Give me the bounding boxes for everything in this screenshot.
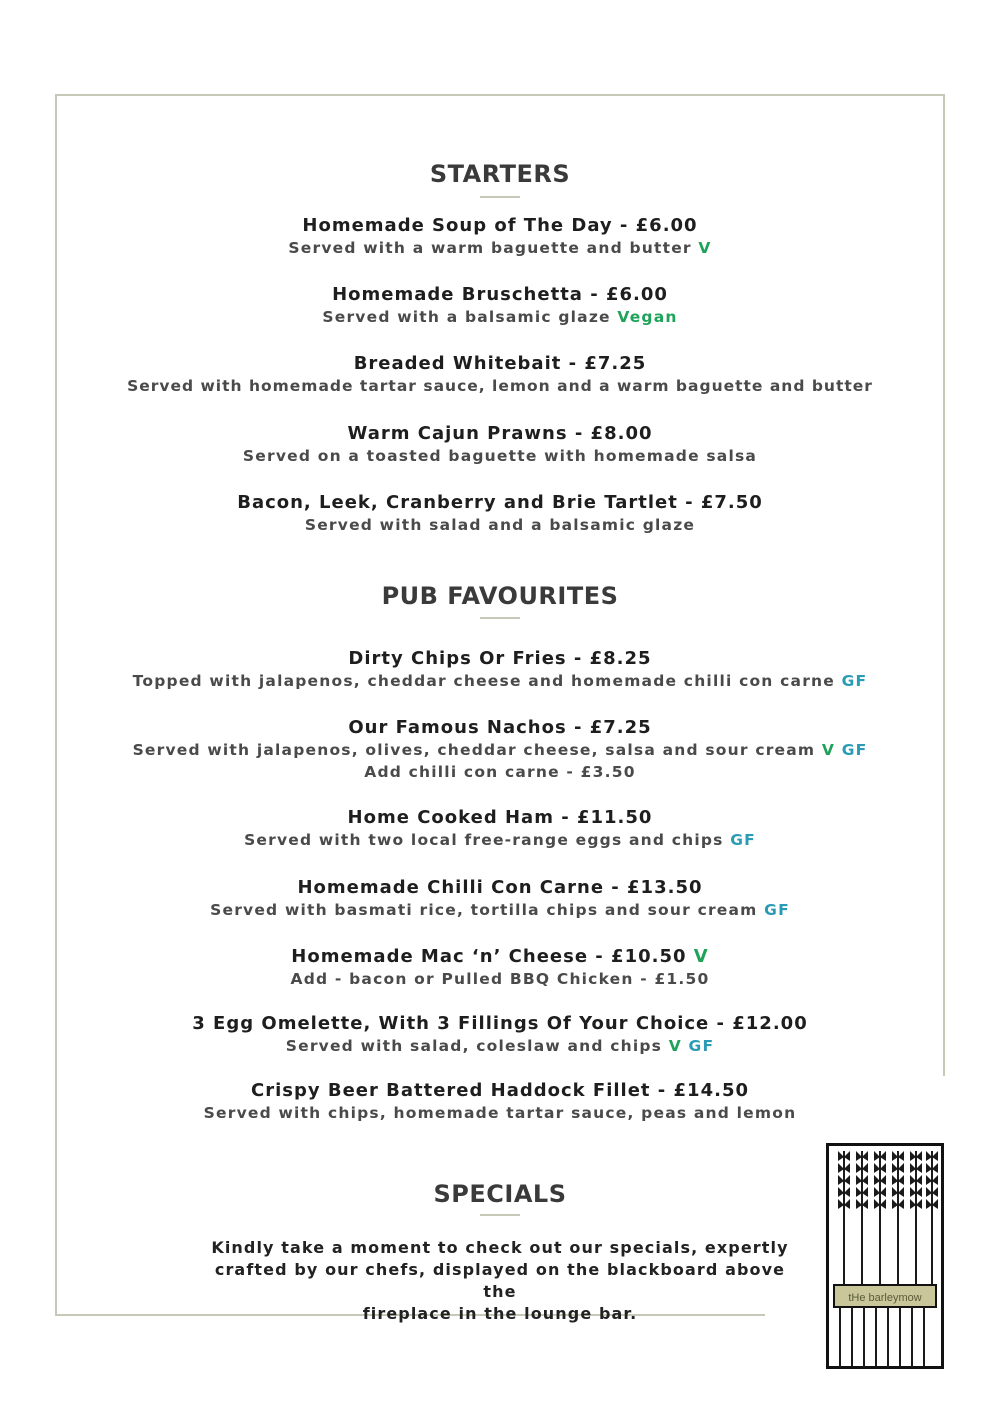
item-desc-text: Served with a balsamic glaze [322,308,611,326]
specials-description [200,1237,800,1325]
item-description [0,829,1000,851]
item-desc-text: Served with jalapenos, olives, cheddar cheese, salsa and sour cream [132,741,816,759]
item-description: Served on a toasted baguette with homemade salsa [242,447,758,465]
item-desc-text: Served with basmati rice, tortilla chips and sour cream [210,901,758,919]
item-description: Served with chips, homemade tartar sauce, peas and lemon [203,1104,797,1122]
item-description [0,1035,1000,1057]
menu-item-nachos [0,716,1000,783]
item-name: Warm Cajun Prawns - £8.00 [347,423,653,444]
menu-item-tartlet [0,491,1000,536]
frame-left-border [55,94,57,1315]
frame-top-border [55,94,945,96]
item-name [0,945,1000,968]
specials-line: Kindly take a moment to check out our specials, expertly [211,1238,789,1257]
item-name: Dirty Chips Or Fries - £8.25 [348,648,652,669]
item-name: Breaded Whitebait - £7.25 [353,353,647,374]
barleymow-logo [826,1143,944,1369]
item-name: Home Cooked Ham - £11.50 [347,807,653,828]
item-description: Served with salad and a balsamic glaze [304,516,696,534]
item-name: Crispy Beer Battered Haddock Fillet - £14.50 [251,1080,749,1101]
item-description [0,739,1000,761]
item-desc-text: Served with two local free-range eggs and chips [244,831,724,849]
menu-item-ham [0,806,1000,851]
menu-item-cajun-prawns [0,422,1000,467]
gluten-free-tag: GF [841,741,868,759]
vegetarian-tag: V [668,1037,682,1055]
specials-line: fireplace in the lounge bar. [362,1304,638,1323]
menu-item-whitebait [0,352,1000,397]
item-name: 3 Egg Omelette, With 3 Fillings Of Your Choice - £12.00 [192,1013,808,1034]
item-name: Homemade Soup of The Day - £6.00 [302,215,698,236]
barley-logo-icon [826,1143,944,1369]
item-name: Homemade Chilli Con Carne - £13.50 [297,877,703,898]
vegetarian-tag: V [693,946,709,967]
vegetarian-tag: V [821,741,836,759]
item-extra: Add chilli con carne - £3.50 [364,763,636,781]
item-description: Served with homemade tartar sauce, lemon and a warm baguette and butter [127,377,873,395]
menu-item-haddock [0,1079,1000,1124]
logo-text: tHe barleymow [848,1292,922,1304]
item-description [0,670,1000,692]
item-description [0,237,1000,259]
menu-item-chilli [0,876,1000,921]
pub-favourites-divider [480,617,520,619]
item-desc-text: Topped with jalapenos, cheddar cheese and homemade chilli con carne [132,672,835,690]
specials-line: crafted by our chefs, displayed on the blackboard above the [214,1260,786,1301]
starters-heading: STARTERS [429,160,571,188]
item-name: Homemade Bruschetta - £6.00 [332,284,668,305]
menu-item-bruschetta [0,283,1000,328]
menu-item-soup [0,214,1000,259]
menu-item-mac-cheese [0,945,1000,990]
vegetarian-tag: V [698,239,712,257]
gluten-free-tag: GF [688,1037,715,1055]
item-name-text: Homemade Mac ‘n’ Cheese - £10.50 [291,946,687,967]
gluten-free-tag: GF [841,672,868,690]
item-description [0,306,1000,328]
specials-heading: SPECIALS [433,1180,567,1208]
gluten-free-tag: GF [730,831,756,849]
item-name: Our Famous Nachos - £7.25 [348,717,652,738]
vegan-tag: Vegan [617,308,678,326]
starters-divider [480,196,520,198]
pub-favourites-heading: PUB FAVOURITES [381,582,619,610]
item-name: Bacon, Leek, Cranberry and Brie Tartlet - £7.50 [237,492,763,513]
item-desc-text: Served with a warm baguette and butter [288,239,692,257]
menu-item-omelette [0,1012,1000,1057]
specials-divider [480,1214,520,1216]
item-description: Add - bacon or Pulled BBQ Chicken - £1.50 [290,970,710,988]
menu-item-dirty-chips [0,647,1000,692]
item-desc-text: Served with salad, coleslaw and chips [285,1037,663,1055]
item-description [0,899,1000,921]
gluten-free-tag: GF [764,901,790,919]
